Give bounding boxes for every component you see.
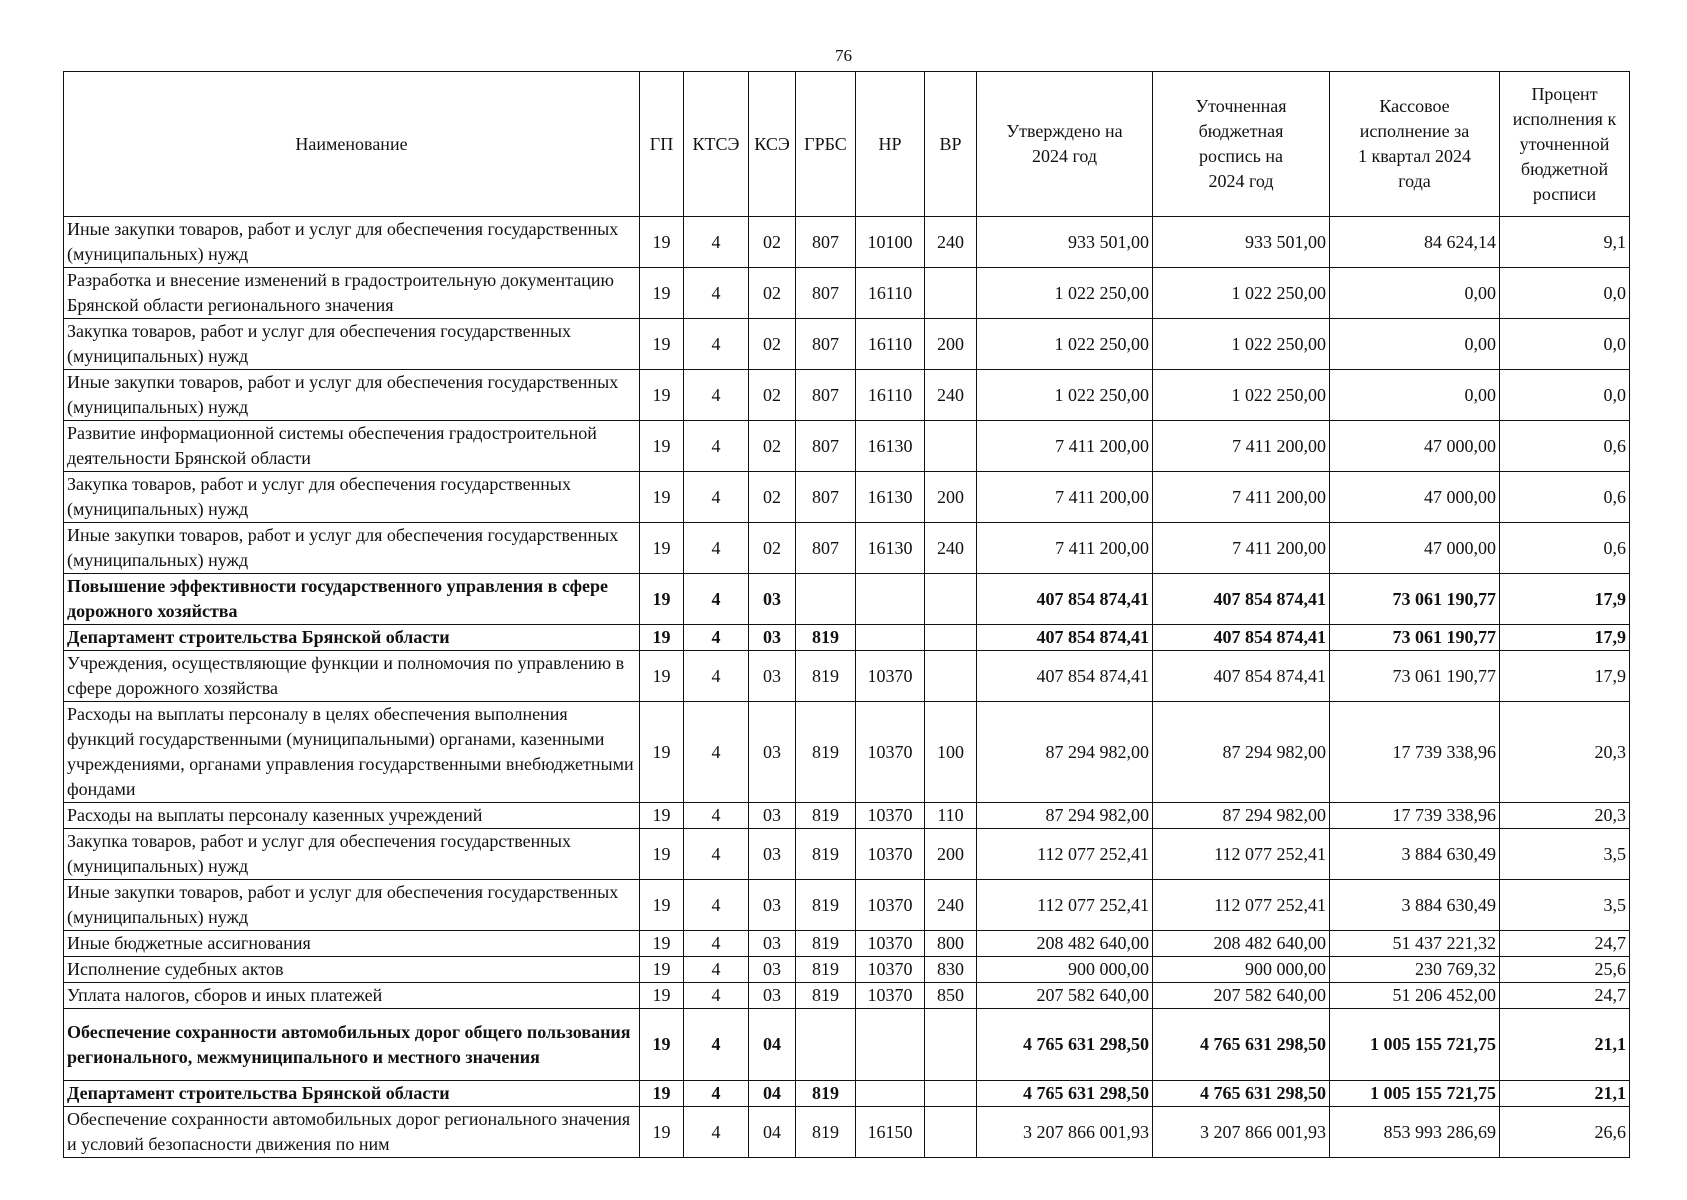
row-grbs-cell: 807 bbox=[796, 523, 856, 574]
row-cash-cell: 3 884 630,49 bbox=[1330, 829, 1500, 880]
row-refined-cell: 7 411 200,00 bbox=[1153, 421, 1330, 472]
row-grbs-cell: 819 bbox=[796, 829, 856, 880]
row-name-cell: Исполнение судебных актов bbox=[64, 957, 640, 983]
row-vr-cell: 240 bbox=[925, 523, 977, 574]
row-refined-cell: 112 077 252,41 bbox=[1153, 829, 1330, 880]
row-nr-cell: 10370 bbox=[856, 957, 925, 983]
row-kse-cell: 02 bbox=[749, 421, 796, 472]
row-gp-cell: 19 bbox=[640, 651, 684, 702]
row-cash-cell: 47 000,00 bbox=[1330, 421, 1500, 472]
row-nr-cell: 10370 bbox=[856, 983, 925, 1009]
row-gp-cell: 19 bbox=[640, 217, 684, 268]
row-grbs-cell: 807 bbox=[796, 421, 856, 472]
row-nr-cell: 16110 bbox=[856, 268, 925, 319]
row-refined-cell: 208 482 640,00 bbox=[1153, 931, 1330, 957]
row-name-cell: Расходы на выплаты персоналу в целях обеспечения выполнения функций государственными (муниципальными) органами, казенными учреждениями, органами управления государственными внебюджетными фондами bbox=[64, 702, 640, 803]
row-cash-cell: 1 005 155 721,75 bbox=[1330, 1009, 1500, 1081]
table-row bbox=[64, 370, 1630, 421]
row-refined-cell: 87 294 982,00 bbox=[1153, 803, 1330, 829]
row-ktse-cell: 4 bbox=[684, 880, 749, 931]
row-percent-cell: 0,6 bbox=[1500, 421, 1630, 472]
row-vr-cell bbox=[925, 1081, 977, 1107]
row-gp-cell: 19 bbox=[640, 574, 684, 625]
row-refined-cell: 407 854 874,41 bbox=[1153, 574, 1330, 625]
row-name-cell: Закупка товаров, работ и услуг для обеспечения государственных (муниципальных) нужд bbox=[64, 319, 640, 370]
header-grbs: ГРБС bbox=[796, 72, 856, 217]
row-nr-cell: 16130 bbox=[856, 472, 925, 523]
row-ktse-cell: 4 bbox=[684, 931, 749, 957]
row-gp-cell: 19 bbox=[640, 983, 684, 1009]
row-vr-cell bbox=[925, 625, 977, 651]
row-ktse-cell: 4 bbox=[684, 1107, 749, 1158]
row-approved-cell: 7 411 200,00 bbox=[977, 523, 1153, 574]
row-approved-cell: 1 022 250,00 bbox=[977, 268, 1153, 319]
table-row bbox=[64, 931, 1630, 957]
row-approved-cell: 933 501,00 bbox=[977, 217, 1153, 268]
table-row bbox=[64, 217, 1630, 268]
row-percent-cell: 21,1 bbox=[1500, 1009, 1630, 1081]
row-grbs-cell: 819 bbox=[796, 1081, 856, 1107]
row-vr-cell: 200 bbox=[925, 319, 977, 370]
row-percent-cell: 26,6 bbox=[1500, 1107, 1630, 1158]
row-refined-cell: 1 022 250,00 bbox=[1153, 268, 1330, 319]
row-refined-cell: 7 411 200,00 bbox=[1153, 472, 1330, 523]
row-vr-cell: 240 bbox=[925, 880, 977, 931]
row-kse-cell: 03 bbox=[749, 983, 796, 1009]
row-gp-cell: 19 bbox=[640, 1081, 684, 1107]
row-vr-cell: 830 bbox=[925, 957, 977, 983]
row-kse-cell: 02 bbox=[749, 319, 796, 370]
row-name-cell: Учреждения, осуществляющие функции и полномочия по управлению в сфере дорожного хозяйства bbox=[64, 651, 640, 702]
row-refined-cell: 7 411 200,00 bbox=[1153, 523, 1330, 574]
table-row bbox=[64, 702, 1630, 803]
row-percent-cell: 20,3 bbox=[1500, 803, 1630, 829]
row-vr-cell bbox=[925, 1107, 977, 1158]
row-nr-cell: 10370 bbox=[856, 931, 925, 957]
row-grbs-cell: 819 bbox=[796, 625, 856, 651]
row-cash-cell: 17 739 338,96 bbox=[1330, 803, 1500, 829]
row-grbs-cell: 807 bbox=[796, 319, 856, 370]
row-name-cell: Закупка товаров, работ и услуг для обеспечения государственных (муниципальных) нужд bbox=[64, 829, 640, 880]
row-approved-cell: 7 411 200,00 bbox=[977, 472, 1153, 523]
row-percent-cell: 17,9 bbox=[1500, 625, 1630, 651]
row-percent-cell: 20,3 bbox=[1500, 702, 1630, 803]
table-row bbox=[64, 803, 1630, 829]
row-name-cell: Развитие информационной системы обеспечения градостроительной деятельности Брянской области bbox=[64, 421, 640, 472]
row-approved-cell: 407 854 874,41 bbox=[977, 625, 1153, 651]
row-name-cell: Департамент строительства Брянской области bbox=[64, 625, 640, 651]
row-approved-cell: 112 077 252,41 bbox=[977, 829, 1153, 880]
row-percent-cell: 0,0 bbox=[1500, 370, 1630, 421]
row-approved-cell: 87 294 982,00 bbox=[977, 803, 1153, 829]
row-ktse-cell: 4 bbox=[684, 1081, 749, 1107]
row-grbs-cell: 807 bbox=[796, 370, 856, 421]
row-vr-cell bbox=[925, 421, 977, 472]
row-kse-cell: 03 bbox=[749, 651, 796, 702]
row-ktse-cell: 4 bbox=[684, 574, 749, 625]
row-refined-cell: 1 022 250,00 bbox=[1153, 370, 1330, 421]
row-vr-cell bbox=[925, 268, 977, 319]
row-ktse-cell: 4 bbox=[684, 702, 749, 803]
row-grbs-cell: 807 bbox=[796, 217, 856, 268]
row-refined-cell: 900 000,00 bbox=[1153, 957, 1330, 983]
row-percent-cell: 0,6 bbox=[1500, 472, 1630, 523]
header-ktse: КТСЭ bbox=[684, 72, 749, 217]
row-percent-cell: 25,6 bbox=[1500, 957, 1630, 983]
row-grbs-cell: 819 bbox=[796, 931, 856, 957]
row-cash-cell: 0,00 bbox=[1330, 319, 1500, 370]
table-row bbox=[64, 957, 1630, 983]
row-refined-cell: 3 207 866 001,93 bbox=[1153, 1107, 1330, 1158]
row-cash-cell: 17 739 338,96 bbox=[1330, 702, 1500, 803]
row-nr-cell: 16110 bbox=[856, 370, 925, 421]
row-cash-cell: 1 005 155 721,75 bbox=[1330, 1081, 1500, 1107]
row-kse-cell: 02 bbox=[749, 370, 796, 421]
row-cash-cell: 51 437 221,32 bbox=[1330, 931, 1500, 957]
row-nr-cell: 10100 bbox=[856, 217, 925, 268]
row-cash-cell: 0,00 bbox=[1330, 268, 1500, 319]
row-nr-cell bbox=[856, 574, 925, 625]
header-percent: Процент исполнения к уточненной бюджетной росписи bbox=[1500, 72, 1630, 217]
row-approved-cell: 87 294 982,00 bbox=[977, 702, 1153, 803]
row-gp-cell: 19 bbox=[640, 880, 684, 931]
row-ktse-cell: 4 bbox=[684, 472, 749, 523]
row-gp-cell: 19 bbox=[640, 421, 684, 472]
row-name-cell: Разработка и внесение изменений в градостроительную документацию Брянской области регионального значения bbox=[64, 268, 640, 319]
row-grbs-cell: 819 bbox=[796, 957, 856, 983]
row-vr-cell: 100 bbox=[925, 702, 977, 803]
budget-table bbox=[63, 71, 1630, 1158]
row-grbs-cell: 819 bbox=[796, 880, 856, 931]
row-approved-cell: 112 077 252,41 bbox=[977, 880, 1153, 931]
row-gp-cell: 19 bbox=[640, 1009, 684, 1081]
row-approved-cell: 407 854 874,41 bbox=[977, 651, 1153, 702]
row-cash-cell: 0,00 bbox=[1330, 370, 1500, 421]
row-vr-cell: 200 bbox=[925, 829, 977, 880]
row-cash-cell: 51 206 452,00 bbox=[1330, 983, 1500, 1009]
row-refined-cell: 4 765 631 298,50 bbox=[1153, 1009, 1330, 1081]
table-row bbox=[64, 472, 1630, 523]
row-grbs-cell: 819 bbox=[796, 651, 856, 702]
row-kse-cell: 04 bbox=[749, 1107, 796, 1158]
row-name-cell: Иные закупки товаров, работ и услуг для обеспечения государственных (муниципальных) нужд bbox=[64, 880, 640, 931]
row-ktse-cell: 4 bbox=[684, 983, 749, 1009]
table-row bbox=[64, 651, 1630, 702]
row-name-cell: Закупка товаров, работ и услуг для обеспечения государственных (муниципальных) нужд bbox=[64, 472, 640, 523]
row-kse-cell: 02 bbox=[749, 217, 796, 268]
row-nr-cell: 10370 bbox=[856, 803, 925, 829]
row-grbs-cell bbox=[796, 574, 856, 625]
row-refined-cell: 207 582 640,00 bbox=[1153, 983, 1330, 1009]
row-nr-cell: 16130 bbox=[856, 523, 925, 574]
row-percent-cell: 0,0 bbox=[1500, 319, 1630, 370]
row-ktse-cell: 4 bbox=[684, 268, 749, 319]
row-nr-cell: 10370 bbox=[856, 702, 925, 803]
row-gp-cell: 19 bbox=[640, 803, 684, 829]
row-cash-cell: 3 884 630,49 bbox=[1330, 880, 1500, 931]
row-nr-cell bbox=[856, 1081, 925, 1107]
row-cash-cell: 47 000,00 bbox=[1330, 472, 1500, 523]
header-approved: Утверждено на 2024 год bbox=[977, 72, 1153, 217]
table-row bbox=[64, 880, 1630, 931]
row-percent-cell: 24,7 bbox=[1500, 931, 1630, 957]
row-ktse-cell: 4 bbox=[684, 651, 749, 702]
row-grbs-cell: 819 bbox=[796, 983, 856, 1009]
row-gp-cell: 19 bbox=[640, 370, 684, 421]
row-approved-cell: 207 582 640,00 bbox=[977, 983, 1153, 1009]
row-ktse-cell: 4 bbox=[684, 625, 749, 651]
row-cash-cell: 73 061 190,77 bbox=[1330, 574, 1500, 625]
row-cash-cell: 73 061 190,77 bbox=[1330, 625, 1500, 651]
row-ktse-cell: 4 bbox=[684, 957, 749, 983]
row-grbs-cell: 819 bbox=[796, 1107, 856, 1158]
header-cash: Кассовое исполнение за 1 квартал 2024 года bbox=[1330, 72, 1500, 217]
row-gp-cell: 19 bbox=[640, 829, 684, 880]
row-percent-cell: 0,6 bbox=[1500, 523, 1630, 574]
row-approved-cell: 900 000,00 bbox=[977, 957, 1153, 983]
row-cash-cell: 84 624,14 bbox=[1330, 217, 1500, 268]
table-row bbox=[64, 1081, 1630, 1107]
row-cash-cell: 853 993 286,69 bbox=[1330, 1107, 1500, 1158]
row-approved-cell: 208 482 640,00 bbox=[977, 931, 1153, 957]
table-header-row bbox=[64, 72, 1630, 217]
row-ktse-cell: 4 bbox=[684, 421, 749, 472]
row-vr-cell: 240 bbox=[925, 217, 977, 268]
row-kse-cell: 03 bbox=[749, 931, 796, 957]
table-row bbox=[64, 625, 1630, 651]
row-name-cell: Иные закупки товаров, работ и услуг для обеспечения государственных (муниципальных) нужд bbox=[64, 523, 640, 574]
row-gp-cell: 19 bbox=[640, 702, 684, 803]
row-gp-cell: 19 bbox=[640, 319, 684, 370]
row-gp-cell: 19 bbox=[640, 523, 684, 574]
header-name: Наименование bbox=[64, 72, 640, 217]
header-vr: ВР bbox=[925, 72, 977, 217]
row-kse-cell: 02 bbox=[749, 472, 796, 523]
row-cash-cell: 230 769,32 bbox=[1330, 957, 1500, 983]
row-percent-cell: 17,9 bbox=[1500, 574, 1630, 625]
row-nr-cell: 10370 bbox=[856, 880, 925, 931]
row-ktse-cell: 4 bbox=[684, 370, 749, 421]
row-grbs-cell: 807 bbox=[796, 268, 856, 319]
table-row bbox=[64, 1009, 1630, 1081]
row-vr-cell: 850 bbox=[925, 983, 977, 1009]
table-row bbox=[64, 268, 1630, 319]
row-kse-cell: 03 bbox=[749, 880, 796, 931]
header-kse: КСЭ bbox=[749, 72, 796, 217]
table-row bbox=[64, 574, 1630, 625]
row-nr-cell: 16130 bbox=[856, 421, 925, 472]
table-row bbox=[64, 829, 1630, 880]
row-kse-cell: 04 bbox=[749, 1009, 796, 1081]
row-name-cell: Иные закупки товаров, работ и услуг для обеспечения государственных (муниципальных) нужд bbox=[64, 370, 640, 421]
row-grbs-cell: 819 bbox=[796, 803, 856, 829]
row-percent-cell: 3,5 bbox=[1500, 880, 1630, 931]
row-ktse-cell: 4 bbox=[684, 829, 749, 880]
row-ktse-cell: 4 bbox=[684, 523, 749, 574]
row-percent-cell: 0,0 bbox=[1500, 268, 1630, 319]
row-percent-cell: 9,1 bbox=[1500, 217, 1630, 268]
row-percent-cell: 17,9 bbox=[1500, 651, 1630, 702]
row-refined-cell: 933 501,00 bbox=[1153, 217, 1330, 268]
row-refined-cell: 1 022 250,00 bbox=[1153, 319, 1330, 370]
header-refined: Уточненная бюджетная роспись на 2024 год bbox=[1153, 72, 1330, 217]
row-refined-cell: 407 854 874,41 bbox=[1153, 625, 1330, 651]
row-nr-cell: 16150 bbox=[856, 1107, 925, 1158]
row-refined-cell: 4 765 631 298,50 bbox=[1153, 1081, 1330, 1107]
row-vr-cell: 800 bbox=[925, 931, 977, 957]
row-ktse-cell: 4 bbox=[684, 1009, 749, 1081]
row-ktse-cell: 4 bbox=[684, 319, 749, 370]
row-gp-cell: 19 bbox=[640, 625, 684, 651]
row-name-cell: Обеспечение сохранности автомобильных дорог общего пользования регионального, межмуниципального и местного значения bbox=[64, 1009, 640, 1081]
row-approved-cell: 1 022 250,00 bbox=[977, 370, 1153, 421]
row-approved-cell: 7 411 200,00 bbox=[977, 421, 1153, 472]
row-gp-cell: 19 bbox=[640, 931, 684, 957]
row-cash-cell: 73 061 190,77 bbox=[1330, 651, 1500, 702]
row-kse-cell: 03 bbox=[749, 957, 796, 983]
row-approved-cell: 3 207 866 001,93 bbox=[977, 1107, 1153, 1158]
row-kse-cell: 04 bbox=[749, 1081, 796, 1107]
row-ktse-cell: 4 bbox=[684, 803, 749, 829]
row-refined-cell: 112 077 252,41 bbox=[1153, 880, 1330, 931]
row-name-cell: Уплата налогов, сборов и иных платежей bbox=[64, 983, 640, 1009]
row-nr-cell bbox=[856, 625, 925, 651]
row-kse-cell: 03 bbox=[749, 625, 796, 651]
row-name-cell: Расходы на выплаты персоналу казенных учреждений bbox=[64, 803, 640, 829]
header-nr: НР bbox=[856, 72, 925, 217]
row-nr-cell: 10370 bbox=[856, 829, 925, 880]
table-row bbox=[64, 523, 1630, 574]
row-nr-cell: 10370 bbox=[856, 651, 925, 702]
table-body bbox=[64, 217, 1630, 1158]
page-number: 76 bbox=[835, 46, 852, 65]
row-name-cell: Обеспечение сохранности автомобильных дорог регионального значения и условий безопасности движения по ним bbox=[64, 1107, 640, 1158]
row-kse-cell: 03 bbox=[749, 803, 796, 829]
row-nr-cell bbox=[856, 1009, 925, 1081]
row-name-cell: Повышение эффективности государственного управления в сфере дорожного хозяйства bbox=[64, 574, 640, 625]
row-kse-cell: 03 bbox=[749, 574, 796, 625]
row-kse-cell: 03 bbox=[749, 702, 796, 803]
row-gp-cell: 19 bbox=[640, 268, 684, 319]
row-gp-cell: 19 bbox=[640, 957, 684, 983]
row-ktse-cell: 4 bbox=[684, 217, 749, 268]
row-name-cell: Иные закупки товаров, работ и услуг для обеспечения государственных (муниципальных) нужд bbox=[64, 217, 640, 268]
row-approved-cell: 4 765 631 298,50 bbox=[977, 1009, 1153, 1081]
row-vr-cell: 240 bbox=[925, 370, 977, 421]
table-row bbox=[64, 421, 1630, 472]
row-refined-cell: 407 854 874,41 bbox=[1153, 651, 1330, 702]
row-vr-cell: 200 bbox=[925, 472, 977, 523]
row-approved-cell: 4 765 631 298,50 bbox=[977, 1081, 1153, 1107]
row-percent-cell: 21,1 bbox=[1500, 1081, 1630, 1107]
row-vr-cell bbox=[925, 574, 977, 625]
row-vr-cell bbox=[925, 1009, 977, 1081]
row-gp-cell: 19 bbox=[640, 1107, 684, 1158]
row-percent-cell: 3,5 bbox=[1500, 829, 1630, 880]
row-kse-cell: 03 bbox=[749, 829, 796, 880]
row-nr-cell: 16110 bbox=[856, 319, 925, 370]
row-approved-cell: 407 854 874,41 bbox=[977, 574, 1153, 625]
row-approved-cell: 1 022 250,00 bbox=[977, 319, 1153, 370]
row-percent-cell: 24,7 bbox=[1500, 983, 1630, 1009]
table-row bbox=[64, 1107, 1630, 1158]
table-row bbox=[64, 319, 1630, 370]
row-name-cell: Иные бюджетные ассигнования bbox=[64, 931, 640, 957]
row-kse-cell: 02 bbox=[749, 268, 796, 319]
row-refined-cell: 87 294 982,00 bbox=[1153, 702, 1330, 803]
row-name-cell: Департамент строительства Брянской области bbox=[64, 1081, 640, 1107]
row-kse-cell: 02 bbox=[749, 523, 796, 574]
row-gp-cell: 19 bbox=[640, 472, 684, 523]
row-vr-cell bbox=[925, 651, 977, 702]
row-vr-cell: 110 bbox=[925, 803, 977, 829]
row-grbs-cell bbox=[796, 1009, 856, 1081]
row-grbs-cell: 819 bbox=[796, 702, 856, 803]
row-grbs-cell: 807 bbox=[796, 472, 856, 523]
table-row bbox=[64, 983, 1630, 1009]
row-cash-cell: 47 000,00 bbox=[1330, 523, 1500, 574]
header-gp: ГП bbox=[640, 72, 684, 217]
